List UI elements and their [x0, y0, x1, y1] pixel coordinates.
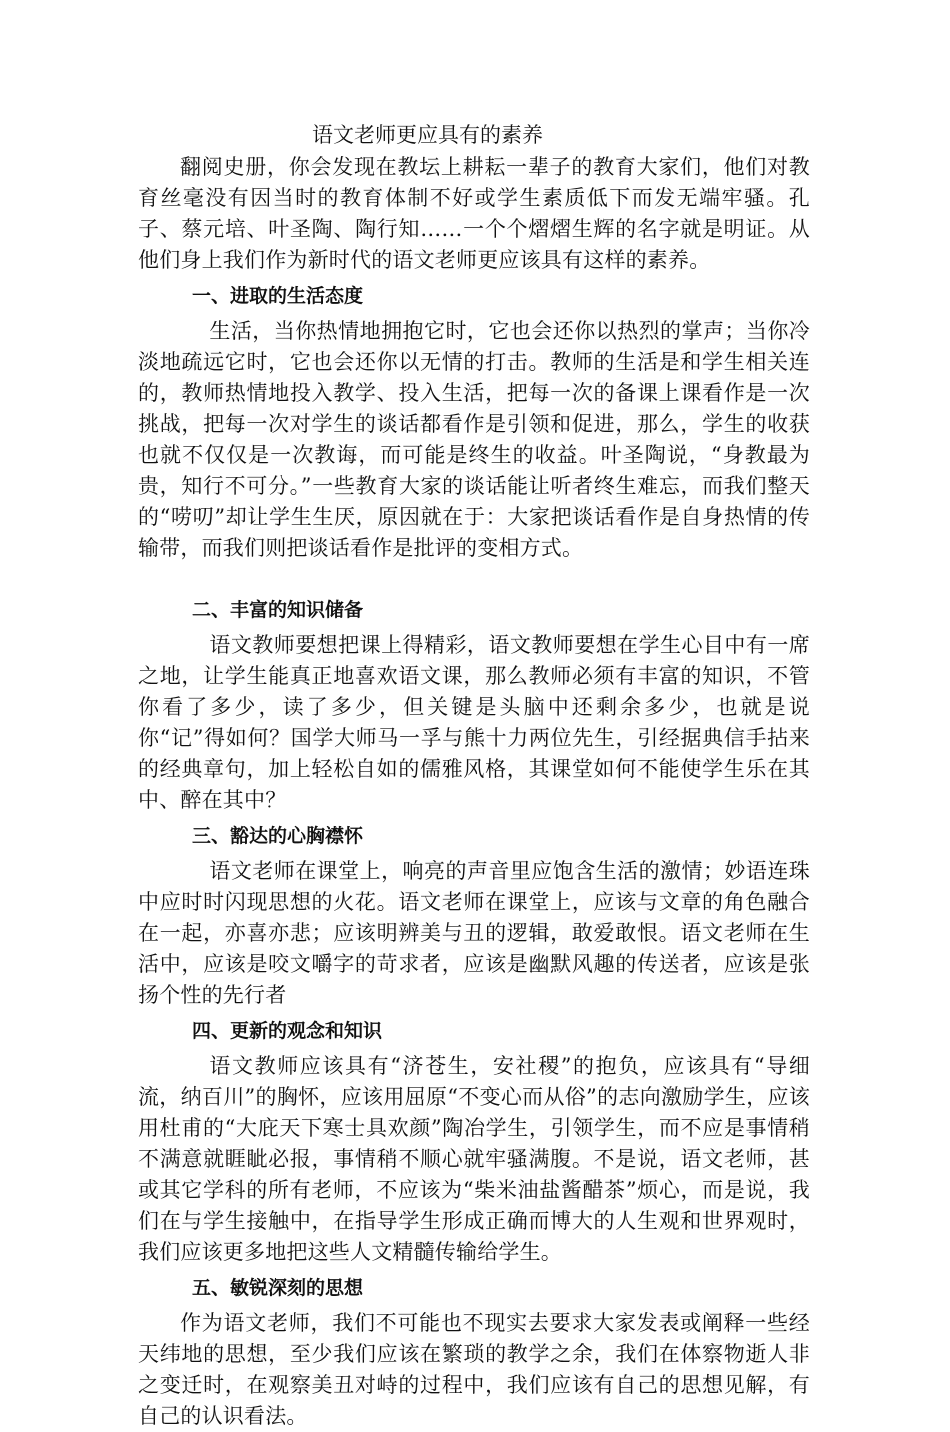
section-heading-2: 二、丰富的知识储备 [192, 599, 364, 621]
section-body-1: 生活，当你热情地拥抱它时，它也会还你以热烈的掌声；当你冷淡地疏远它时，它也会还你以无情的打击。教师的生活是和学生相关连的，教师热情地投入教学、投入生活，把每一次的备课上课看作是一次挑战，把每一次对学生的谈话都看作是引领和促进，那么，学生的收获也就不仅仅是一次教诲，而可能是终生的收益。叶圣陶说，“身教最为贵，知行不可分。”一些教育大家的谈话能让听者终生难忘，而我们整天的“唠叨”却让学生生厌，原因就在于：大家把谈话看作是自身热情的传输带，而我们则把谈话看作是批评的变相方式。 [138, 319, 810, 560]
section-body-4: 语文教师应该具有“济苍生，安社稷”的抱负，应该具有“导细流，纳百川”的胸怀，应该用屈原“不变心而从俗”的志向激励学生，应该用杜甫的“大庇天下寒士具欢颜”陶冶学生，引领学生，而不应是事情稍不满意就睚眦必报，事情稍不顺心就牢骚满腹。不是说，语文老师，甚或其它学科的所有老师，不应该为“柴米油盐酱醋茶”烦心，而是说，我们在与学生接触中，在指导学生形成正确而博大的人生观和世界观时，我们应该更多地把这些人文精髓传输给学生。 [138, 1054, 810, 1264]
section-heading-3: 三、豁达的心胸襟怀 [192, 825, 364, 847]
section-body-5: 作为语文老师，我们不可能也不现实去要求大家发表或阐释一些经天纬地的思想，至少我们应该在繁琐的教学之余，我们在体察物逝人非之变迁时，在观察美丑对峙的过程中，我们应该有自己的思想见解，有自己的认识看法。 [138, 1311, 810, 1428]
section-body-3: 语文老师在课堂上，响亮的声音里应饱含生活的激情；妙语连珠中应时时闪现思想的火花。语文老师在课堂上，应该与文章的角色融合在一起，亦喜亦悲；应该明辨美与丑的逻辑，敢爱敢恨。语文老师在生活中，应该是咬文嚼字的苛求者，应该是幽默风趣的传送者，应该是张扬个性的先行者 [138, 859, 810, 1007]
section-heading-1: 一、进取的生活态度 [192, 285, 364, 307]
intro-paragraph: 翻阅史册，你会发现在教坛上耕耘一辈子的教育大家们，他们对教育丝毫没有因当时的教育体制不好或学生素质低下而发无端牢骚。孔子、蔡元培、叶圣陶、陶行知……一个个熠熠生辉的名字就是明证。从他们身上我们作为新时代的语文老师更应该具有这样的素养。 [138, 155, 810, 272]
document-body [138, 118, 810, 1432]
document-title: 语文老师更应具有的素养 [312, 123, 543, 147]
section-heading-5: 五、敏锐深刻的思想 [192, 1277, 364, 1299]
section-body-2: 语文教师要想把课上得精彩，语文教师要想在学生心目中有一席之地，让学生能真正地喜欢语文课，那么教师必须有丰富的知识，不管你看了多少，读了多少，但关键是头脑中还剩余多少，也就是说你“记”得如何？国学大师马一孚与熊十力两位先生，引经据典信手拈来的经典章句，加上轻松自如的儒雅风格，其课堂如何不能使学生乐在其中、醉在其中？ [138, 633, 810, 812]
blank-line [138, 564, 810, 590]
section-heading-4: 四、更新的观念和知识 [192, 1020, 383, 1042]
